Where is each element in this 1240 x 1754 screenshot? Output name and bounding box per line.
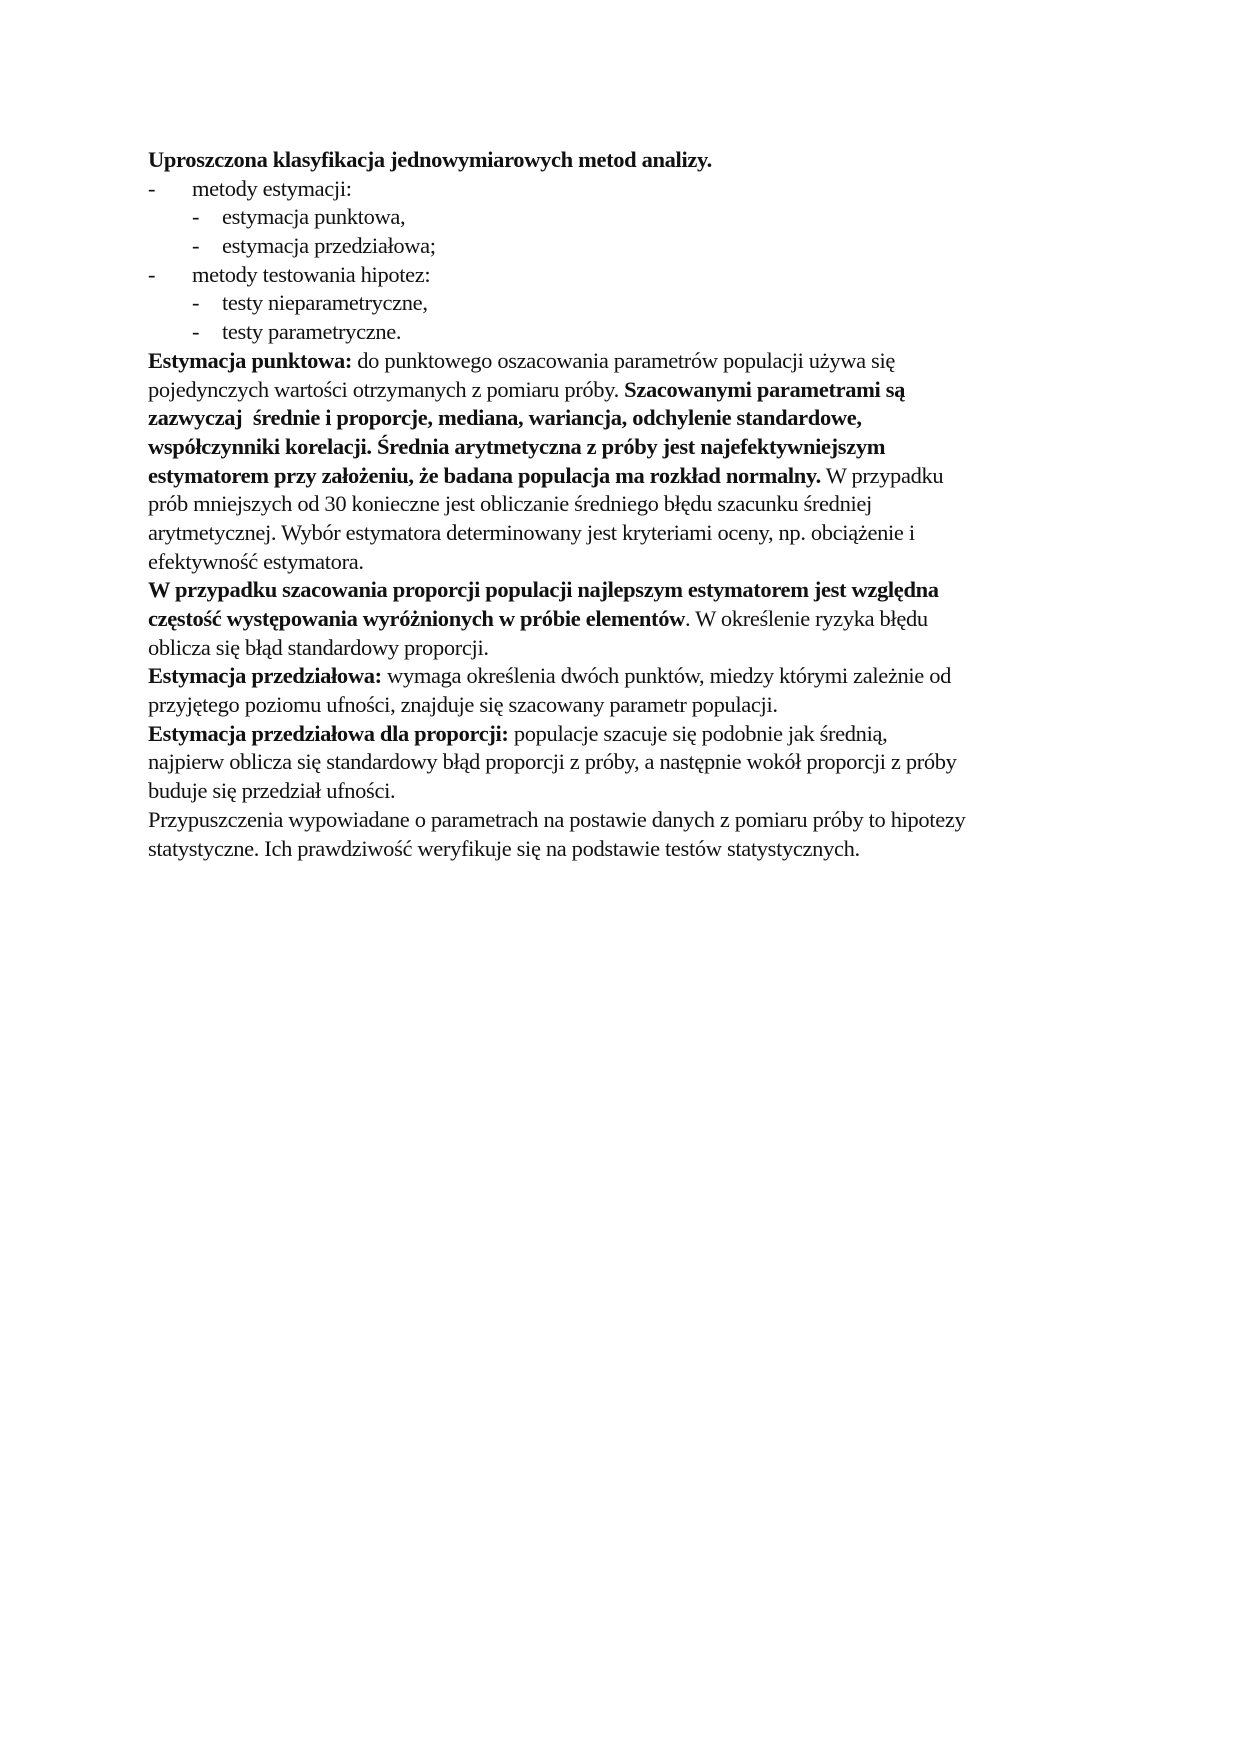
text-line: [148, 748, 965, 777]
text-line: [148, 806, 965, 835]
bullet-dash: -: [192, 319, 200, 345]
text-run: statystyczne. Ich prawdziwość weryfikuje się na podstawie testów statystycznych.: [148, 835, 860, 861]
text-line: [148, 347, 965, 376]
list-item-text: metody testowania hipotez:: [192, 261, 431, 287]
text-run: buduje się przedział ufności.: [148, 778, 396, 804]
bold-text-run: współczynniki korelacji. Średnia arytmetyczna z próby jest najefektywniejszym: [148, 433, 886, 459]
text-run: arytmetycznej. Wybór estymatora determinowany jest kryteriami oceny, np. obciążenie i: [148, 519, 915, 545]
document-body: [148, 146, 965, 863]
text-run: najpierw oblicza się standardowy błąd proporcji z próby, a następnie wokół proporcji z próby: [148, 749, 957, 775]
bold-text-run: W przypadku szacowania proporcji populacji najlepszym estymatorem jest względna: [148, 577, 939, 603]
list-item: [148, 232, 965, 261]
list-item-text: estymacja punktowa,: [222, 204, 406, 230]
bold-text-run: częstość występowania wyróżnionych w próbie elementów: [148, 606, 685, 631]
bullet-dash: -: [192, 233, 200, 259]
bold-text-run: zazwyczaj średnie i proporcje, mediana, wariancja, odchylenie standardowe,: [148, 405, 862, 431]
bold-text-run: estymatorem przy założeniu, że badana populacja ma rozkład normalny.: [148, 462, 821, 488]
text-run: pojedynczych wartości otrzymanych z pomiaru próby.: [148, 376, 625, 402]
bold-text-run: Szacowanymi parametrami są: [624, 376, 906, 402]
text-line: [148, 404, 965, 433]
text-run: wymaga określenia dwóch punktów, miedzy którymi zależnie od: [381, 663, 952, 689]
text-run: przyjętego poziomu ufności, znajduje się szacowany parametr populacji.: [148, 692, 778, 718]
text-line: [148, 691, 965, 720]
list-item-text: estymacja przedziałowa;: [222, 233, 436, 259]
text-line: [148, 835, 965, 864]
text-run: oblicza się błąd standardowy proporcji.: [148, 634, 489, 660]
text-line: [148, 548, 965, 577]
text-line: [148, 777, 965, 806]
document-paragraphs: [148, 347, 965, 863]
text-run: prób mniejszych od 30 konieczne jest obliczanie średniego błędu szacunku średniej: [148, 491, 872, 517]
list-item: [148, 261, 965, 290]
text-line: [148, 605, 965, 634]
bold-text-run: Estymacja przedziałowa dla proporcji:: [148, 720, 509, 746]
bold-text-run: Estymacja punktowa:: [148, 347, 352, 373]
text-line: [148, 462, 965, 491]
list-item-text: testy parametryczne.: [222, 319, 402, 345]
text-line: [148, 490, 965, 519]
text-run: Przypuszczenia wypowiadane o parametrach na postawie danych z pomiaru próby to hipotezy: [148, 806, 966, 832]
text-line: [148, 720, 965, 749]
text-run: populacje szacuje się podobnie jak średnią,: [508, 720, 888, 746]
text-line: [148, 519, 965, 548]
text-line: [148, 662, 965, 691]
text-run: . W określenie ryzyka błędu: [685, 606, 928, 631]
bullet-dash: -: [148, 261, 156, 287]
document-title: Uproszczona klasyfikacja jednowymiarowych metod analizy.: [148, 147, 712, 172]
list-item: [148, 175, 965, 204]
text-run: do punktowego oszacowania parametrów populacji używa się: [352, 347, 895, 373]
list-item: [148, 318, 965, 347]
bullet-dash: -: [192, 204, 200, 230]
list-item-text: metody estymacji:: [192, 175, 352, 201]
list-item: [148, 203, 965, 232]
list-item-text: testy nieparametryczne,: [222, 290, 428, 316]
bold-text-run: Estymacja przedziałowa:: [148, 663, 382, 689]
list-item: [148, 289, 965, 318]
bullet-dash: -: [148, 175, 156, 201]
bullet-dash: -: [192, 290, 200, 316]
text-line: [148, 376, 965, 405]
text-run: efektywność estymatora.: [148, 548, 364, 574]
text-line: [148, 433, 965, 462]
text-run: W przypadku: [820, 462, 944, 488]
classification-list: [148, 175, 965, 347]
text-line: [148, 634, 965, 663]
text-line: [148, 576, 965, 605]
